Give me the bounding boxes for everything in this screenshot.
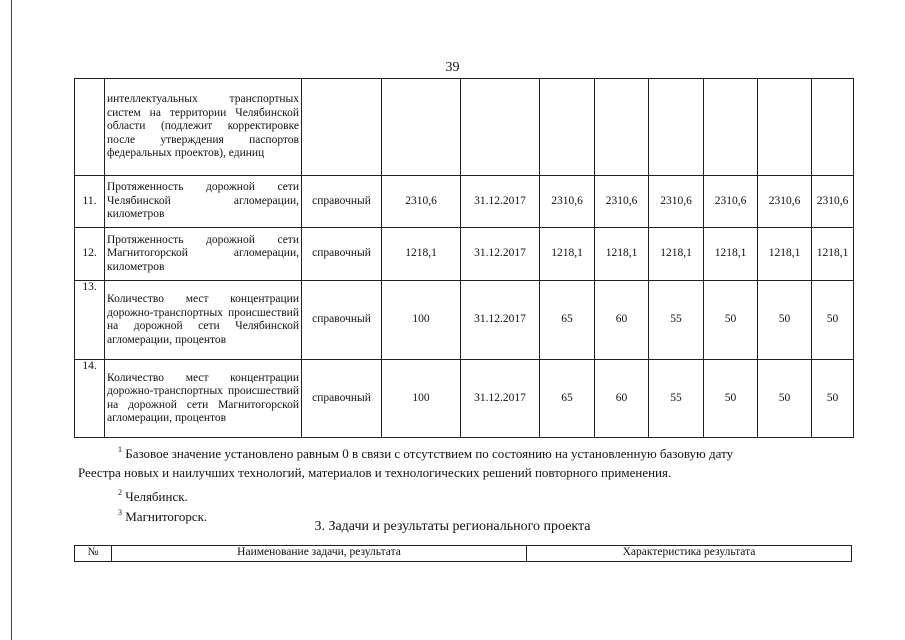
- base-date: 31.12.2017: [461, 360, 540, 438]
- footnote-1-marker: 1: [118, 445, 122, 454]
- indicator-type: справочный: [302, 176, 382, 228]
- period-value: 2310,6: [649, 176, 704, 228]
- base-date: 31.12.2017: [461, 176, 540, 228]
- indicator-name: Количество мест концентрации дорожно-транспортных происшествий на дорожной сети Магнитогорской агломерации, процентов: [105, 360, 302, 438]
- period-value: 1218,1: [704, 228, 758, 281]
- indicator-name: Протяженность дорожной сети Магнитогорской агломерации, километров: [105, 228, 302, 281]
- period-value: 2310,6: [540, 176, 595, 228]
- page-number: 39: [445, 60, 460, 75]
- period-value: 2310,6: [704, 176, 758, 228]
- period-value: 55: [649, 281, 704, 360]
- footnote-1-line-1: [118, 441, 858, 462]
- period-value: 1218,1: [595, 228, 649, 281]
- base-value: 2310,6: [382, 176, 461, 228]
- section-title: 3. Задачи и результаты регионального проекта: [314, 519, 591, 534]
- base-date: [461, 79, 540, 176]
- row-number: [75, 79, 105, 176]
- footnote-1-text-cont: Реестра новых и наилучших технологий, материалов и технологических решений повторного применения.: [78, 465, 672, 480]
- tasks-header-result: Характеристика результата: [527, 546, 852, 562]
- period-value: 1218,1: [758, 228, 812, 281]
- period-value: 50: [812, 281, 854, 360]
- base-date: 31.12.2017: [461, 281, 540, 360]
- footnote-3-text: Магнитогорск.: [125, 509, 208, 524]
- period-value: [540, 79, 595, 176]
- table-row: [75, 228, 854, 281]
- period-value: 1218,1: [540, 228, 595, 281]
- row-number: 14.: [75, 360, 105, 438]
- period-value: [704, 79, 758, 176]
- footnote-3-marker: 3: [118, 508, 122, 517]
- period-value: 2310,6: [812, 176, 854, 228]
- footnote-2-marker: 2: [118, 488, 122, 497]
- period-value: [812, 79, 854, 176]
- period-value: 60: [595, 360, 649, 438]
- period-value: 50: [704, 281, 758, 360]
- indicator-name: Количество мест концентрации дорожно-транспортных происшествий на дорожной сети Челябинской агломерации, процентов: [105, 281, 302, 360]
- period-value: [649, 79, 704, 176]
- indicator-type: справочный: [302, 281, 382, 360]
- tasks-header-name: Наименование задачи, результата: [112, 546, 527, 562]
- footnote-1-text: Базовое значение установлено равным 0 в связи с отсутствием по состоянию на установленную базовую дату: [125, 446, 734, 461]
- footnote-2-text: Челябинск.: [125, 489, 188, 504]
- period-value: 65: [540, 281, 595, 360]
- table-row: [75, 281, 854, 360]
- period-value: 1218,1: [812, 228, 854, 281]
- base-value: 100: [382, 281, 461, 360]
- period-value: [758, 79, 812, 176]
- period-value: 65: [540, 360, 595, 438]
- period-value: 55: [649, 360, 704, 438]
- period-value: 2310,6: [758, 176, 812, 228]
- tasks-table: [74, 545, 852, 562]
- period-value: 50: [812, 360, 854, 438]
- indicator-type: [302, 79, 382, 176]
- base-date: 31.12.2017: [461, 228, 540, 281]
- base-value: 100: [382, 360, 461, 438]
- indicators-table: [74, 78, 854, 438]
- base-value: 1218,1: [382, 228, 461, 281]
- period-value: 1218,1: [649, 228, 704, 281]
- period-value: 2310,6: [595, 176, 649, 228]
- table-row: [75, 176, 854, 228]
- period-value: 50: [704, 360, 758, 438]
- indicator-name: Протяженность дорожной сети Челябинской агломерации, километров: [105, 176, 302, 228]
- row-number: 11.: [75, 176, 105, 228]
- indicator-type: справочный: [302, 360, 382, 438]
- period-value: 60: [595, 281, 649, 360]
- tasks-header-row: [75, 546, 852, 562]
- period-value: 50: [758, 281, 812, 360]
- row-number: 13.: [75, 281, 105, 360]
- period-value: [595, 79, 649, 176]
- base-value: [382, 79, 461, 176]
- indicator-type: справочный: [302, 228, 382, 281]
- tasks-header-num: №: [75, 546, 112, 562]
- row-number: 12.: [75, 228, 105, 281]
- period-value: 50: [758, 360, 812, 438]
- footnote-1-line-2: [78, 464, 858, 481]
- table-row: [75, 360, 854, 438]
- table-row: [75, 79, 854, 176]
- footnote-2: [118, 484, 418, 505]
- indicator-name: интеллектуальных транспортных систем на территории Челябинской области (подлежит корректировке после утверждения паспортов федеральных проектов), единиц: [105, 79, 302, 176]
- page-left-border: [11, 0, 12, 640]
